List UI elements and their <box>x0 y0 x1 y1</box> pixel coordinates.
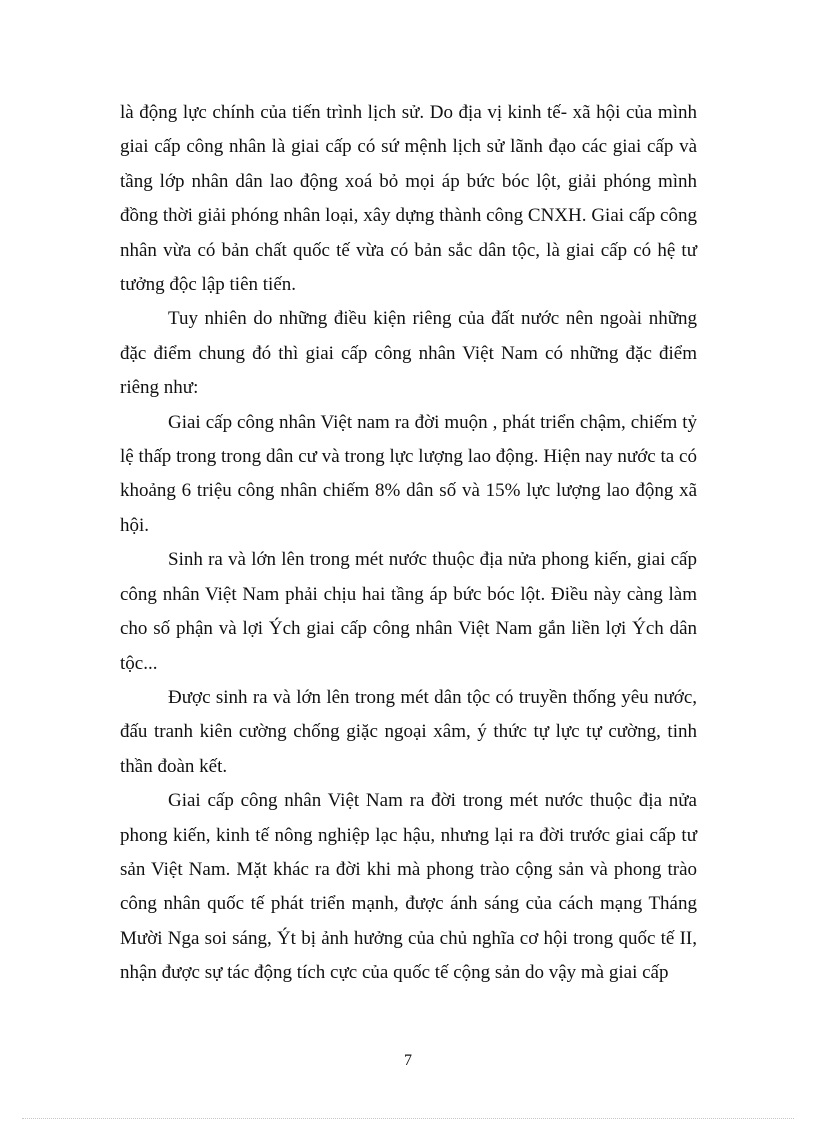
paragraph-late-birth: Giai cấp công nhân Việt nam ra đời muộn , phát triển chậm, chiếm tỷ lệ thấp trong trong dân cư và trong lực lượng lao động. Hiện nay nước ta có khoảng 6 triệu công nhân chiếm 8% dân số và 15% lực lượng lao động xã hội. <box>120 411 697 536</box>
body-text <box>120 96 697 991</box>
paragraph-double-oppression: Sinh ra và lớn lên trong mét nước thuộc địa nửa phong kiến, giai cấp công nhân Việt Nam phải chịu hai tầng áp bức bóc lột. Điều này càng làm cho số phận và lợi Ých giai cấp công nhân Việt Nam gắn liền lợi Ých dân tộc... <box>120 549 697 674</box>
paragraph-particular-features: Tuy nhiên do những điều kiện riêng của đất nước nên ngoài những đặc điểm chung đó thì giai cấp công nhân Việt Nam có những đặc điểm riêng như: <box>120 308 697 399</box>
paragraph-patriotic-tradition: Được sinh ra và lớn lên trong mét dân tộc có truyền thống yêu nước, đấu tranh kiên cường chống giặc ngoại xâm, ý thức tự lực tự cường, tinh thần đoàn kết. <box>120 686 697 777</box>
page-boundary-divider <box>22 1118 794 1119</box>
paragraph-historical-context: Giai cấp công nhân Việt Nam ra đời trong mét nước thuộc địa nửa phong kiến, kinh tế nông nghiệp lạc hậu, nhưng lại ra đời trước giai cấp tư sản Việt Nam. Mặt khác ra đời khi mà phong trào cộng sản và phong trào công nhân quốc tế phát triển mạnh, được ánh sáng của cách mạng Tháng Mười Nga soi sáng, Ýt bị ảnh hưởng của chủ nghĩa cơ hội trong quốc tế II, nhận được sự tác động tích cực của quốc tế cộng sản do vậy mà giai cấp <box>120 790 697 984</box>
page-number: 7 <box>404 1052 412 1069</box>
paragraph-continuation: là động lực chính của tiến trình lịch sử. Do địa vị kinh tế- xã hội của mình giai cấp công nhân là giai cấp có sứ mệnh lịch sử lãnh đạo các giai cấp và tầng lớp nhân dân lao động xoá bỏ mọi áp bức bóc lột, giải phóng mình đồng thời giải phóng nhân loại, xây dựng thành công CNXH. Giai cấp công nhân vừa có bản chất quốc tế vừa có bản sắc dân tộc, là giai cấp có hệ tư tưởng độc lập tiên tiến. <box>120 102 697 296</box>
